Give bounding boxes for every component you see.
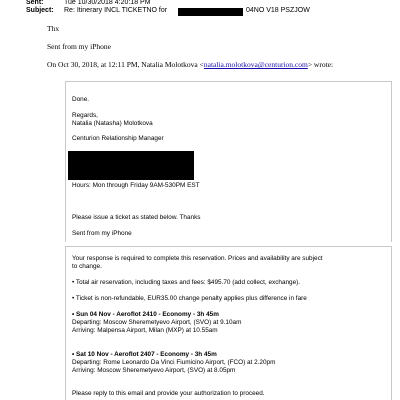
reservation-intro-line1: Your response is required to complete this reservation. Prices and availability are subject [72,255,323,262]
reservation-ticket: • Ticket is non-refundable, EUR35.00 change penalty applies plus difference in fare [72,295,307,302]
quote-attribution [47,60,333,69]
redaction-subject [178,8,243,16]
subject-label: Subject: [26,7,54,14]
sent-line [26,0,151,7]
reservation-total: • Total air reservation, including taxes and fees: $495.70 (add collect, exchange). [72,279,301,286]
reply-signature: Sent from my iPhone [47,42,111,51]
quoted-sent-from: Sent from my iPhone [72,230,132,237]
quoted-hours: Hours: Mon through Friday 9AM-530PM EST [72,182,200,189]
quote-email-link[interactable]: natalia.molotkova@centurion.com [203,60,308,69]
flight-2-arriving: Arriving: Moscow Sheremetyevo Airport, (SVO) at 8.05pm [72,367,236,374]
flight-1-departing: Departing: Moscow Sheremetyevo Airport, (SVO) at 9.10am [72,319,242,326]
quote-prefix: On Oct 30, 2018, at 12:11 PM, Natalia Molotkova < [47,60,204,69]
quote-suffix: > wrote: [307,60,334,69]
sent-value: Tue 10/30/2018 4:20:18 PM [64,0,151,6]
quoted-done: Done. [72,96,90,103]
flight-2-departing: Departing: Rome Leonardo Da Vinci Fiumicino Airport, (FCO) at 2.20pm [72,359,276,366]
quoted-name: Natalia (Natasha) Molotkova [72,120,153,127]
subject-line [26,7,167,15]
reservation-intro-line2: to change. [72,263,102,270]
quoted-regards: Regards, [72,112,98,119]
quoted-request: Please issue a ticket as stated below. Thanks [72,214,201,221]
flight-1-title: • Sun 04 Nov - Aeroflot 2410 - Economy - 3h 45m [72,311,219,318]
quoted-title: Centurion Relationship Manager [72,135,164,142]
reservation-footer: Please reply to this email and provide your authorization to proceed. [72,390,265,397]
reply-thx: Thx [47,24,60,33]
redaction-contact [68,151,194,180]
flight-2-title: • Sat 10 Nov - Aeroflot 2407 - Economy - 3h 45m [72,351,217,358]
subject-prefix: Re: Itinerary INCL TICKETNO for [64,7,168,14]
flight-1-arriving: Arriving: Malpensa Airport, Milan (MXP) at 10.55am [72,327,218,334]
subject-suffix: 04NO V18 PSZJOW [246,7,310,14]
sent-label: Sent: [26,0,44,6]
